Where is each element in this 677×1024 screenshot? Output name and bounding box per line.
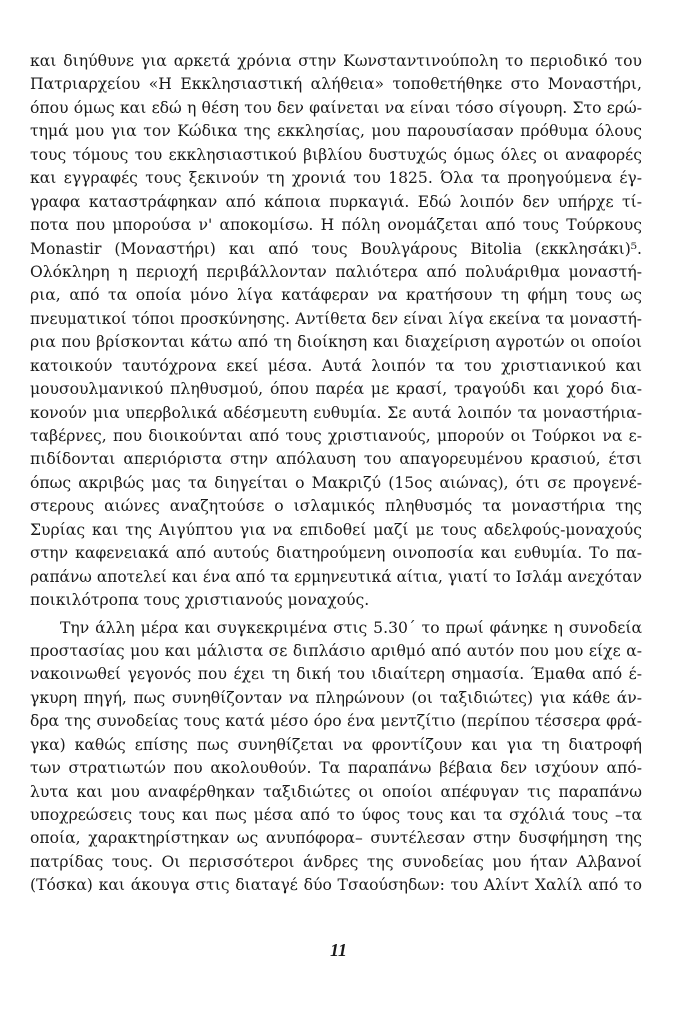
body-text <box>30 50 642 898</box>
text-line: Ολόκληρη η περιοχή περιβάλλονταν παλιότερα από πολυάριθμα μοναστή- <box>30 262 642 281</box>
text-line: γκα) καθώς επίσης πως συνηθίζεται να φροντίζουν και για τη διατροφή <box>30 735 642 754</box>
page-number: 11 <box>329 940 347 960</box>
paragraph-2 <box>30 617 642 898</box>
text-line: πνευματικοί τόποι προσκύνησης. Αντίθετα δεν είναι λίγα εκείνα τα μοναστή- <box>30 309 642 328</box>
text-line: υποχρεώσεις τους και πως μέσα από το ύφος τους και τα σχόλιά τους –τα <box>30 806 642 824</box>
text-line: και διηύθυνε για αρκετά χρόνια στην Κωνσταντινούπολη το περιοδικό του <box>30 52 642 70</box>
text-line: λυτα και μου αναφέρθηκαν ταξιδιώτες οι οποίοι απέφυγαν τις παραπάνω <box>30 782 642 801</box>
text-line: κατοικούν ταυτόχρονα εκεί μέσα. Αυτά λοιπόν τα του χριστιανικού και <box>30 356 642 375</box>
text-line: ραπάνω αποτελεί και ένα από τα ερμηνευτικά αίτια, γιατί το Ισλάμ ανεχόταν <box>30 567 642 586</box>
text-line: προστασίας μου και μάλιστα σε διπλάσιο αριθμό από αυτόν που μου είχε α- <box>30 641 642 660</box>
text-line: πατρίδας τους. Οι περισσότεροι άνδρες της συνοδείας μου ήταν Αλβανοί <box>30 852 642 871</box>
text-line: ποικιλότροπα τους χριστιανούς μοναχούς. <box>30 591 370 610</box>
text-line: δρα της συνοδείας τους κατά μέσο όρο ένα μεντζίτιο (περίπου τέσσερα φρά- <box>30 712 642 731</box>
text-line: Συρίας και της Αιγύπτου για να επιδοθεί μαζί με τους αδελφούς-μοναχούς <box>30 520 642 539</box>
text-line: και εγγραφές τους ξεκινούν τη χρονιά του 1825. Όλα τα προηγούμενα έγ- <box>30 169 642 188</box>
text-line: Την άλλη μέρα και συγκεκριμένα στις 5.30΄ το πρωί φάνηκε η συνοδεία <box>60 618 642 637</box>
text-line: στην καφενειακά από αυτούς διατηρούμενη οινοποσία και ευθυμία. Το πα- <box>30 544 642 563</box>
paragraph-1 <box>30 50 642 613</box>
text-line: Monastir (Μοναστήρι) και από τους Βουλγάρους Bitolia (εκκλησάκι)⁵. <box>30 239 642 258</box>
text-line: οποία, χαρακτηρίστηκαν ως ανυπόφορα– συντέλεσαν στην δυσφήμηση της <box>30 829 642 848</box>
text-line: όπως ακριβώς μας τα διηγείται ο Μακριζύ (15ος αιώνας), ότι σε προγενέ- <box>30 473 642 492</box>
text-line: τημά μου για τον Κώδικα της εκκλησίας, μου παρουσίασαν πρόθυμα όλους <box>30 122 642 141</box>
text-line: ταβέρνες, που διοικούνται από τους χριστιανούς, μπορούν οι Τούρκοι να ε- <box>30 427 642 445</box>
text-line: ρια, από τα οποία μόνο λίγα κατάφεραν να κρατήσουν τη φήμη τους ως <box>30 286 642 305</box>
text-line: τους τόμους του εκκλησιαστικού βιβλίου δυστυχώς όμως όλες οι αναφορές <box>30 145 642 164</box>
text-line: στερους αιώνες αναζητούσε ο ισλαμικός πληθυσμός τα μοναστήρια της <box>30 497 642 516</box>
text-line: ρια που βρίσκονται κάτω από τη διοίκηση και διαχείριση αγροτών οι οποίοι <box>30 333 642 352</box>
text-line: (Τόσκα) και άκουγα στις διαταγέ δύο Τσαούσηδων: του Αλίντ Χαλίλ από το <box>30 876 642 895</box>
text-line: όπου όμως και εδώ η θέση του δεν φαίνεται να είναι τόσο σίγουρη. Στο ερώ- <box>30 98 642 117</box>
text-line: γκυρη πηγή, πως συνηθίζονταν να πληρώνουν (οι ταξιδιώτες) για κάθε άν- <box>30 688 642 707</box>
text-line: κονούν μια υπερβολικά αδέσμευτη ευθυμία. Σε αυτά λοιπόν τα μοναστήρια- <box>30 403 642 422</box>
text-line: πιδίδονται απεριόριστα στην απόλαυση του απαγορευμένου κρασιού, έτσι <box>30 450 642 469</box>
text-line: νακοινωθεί γεγονός που έχει τη δική του ιδιαίτερη σημασία. Έμαθα από έ- <box>30 665 642 684</box>
text-line: γραφα καταστράφηκαν από κάποια πυρκαγιά. Εδώ λοιπόν δεν υπήρχε τί- <box>30 192 642 211</box>
text-line: ποτα που μπορούσα ν' αποκομίσω. Η πόλη ονομάζεται από τους Τούρκους <box>30 216 642 235</box>
text-line: των στρατιωτών που ακολουθούν. Τα παραπάνω βέβαια δεν ισχύουν από- <box>30 759 642 778</box>
text-line: μουσουλμανικού πληθυσμού, όπου παρέα με κρασί, τραγούδι και χορό δια- <box>30 380 642 399</box>
text-line: Πατριαρχείου «Η Εκκλησιαστική αλήθεια» τοποθετήθηκε στο Μοναστήρι, <box>30 75 642 94</box>
